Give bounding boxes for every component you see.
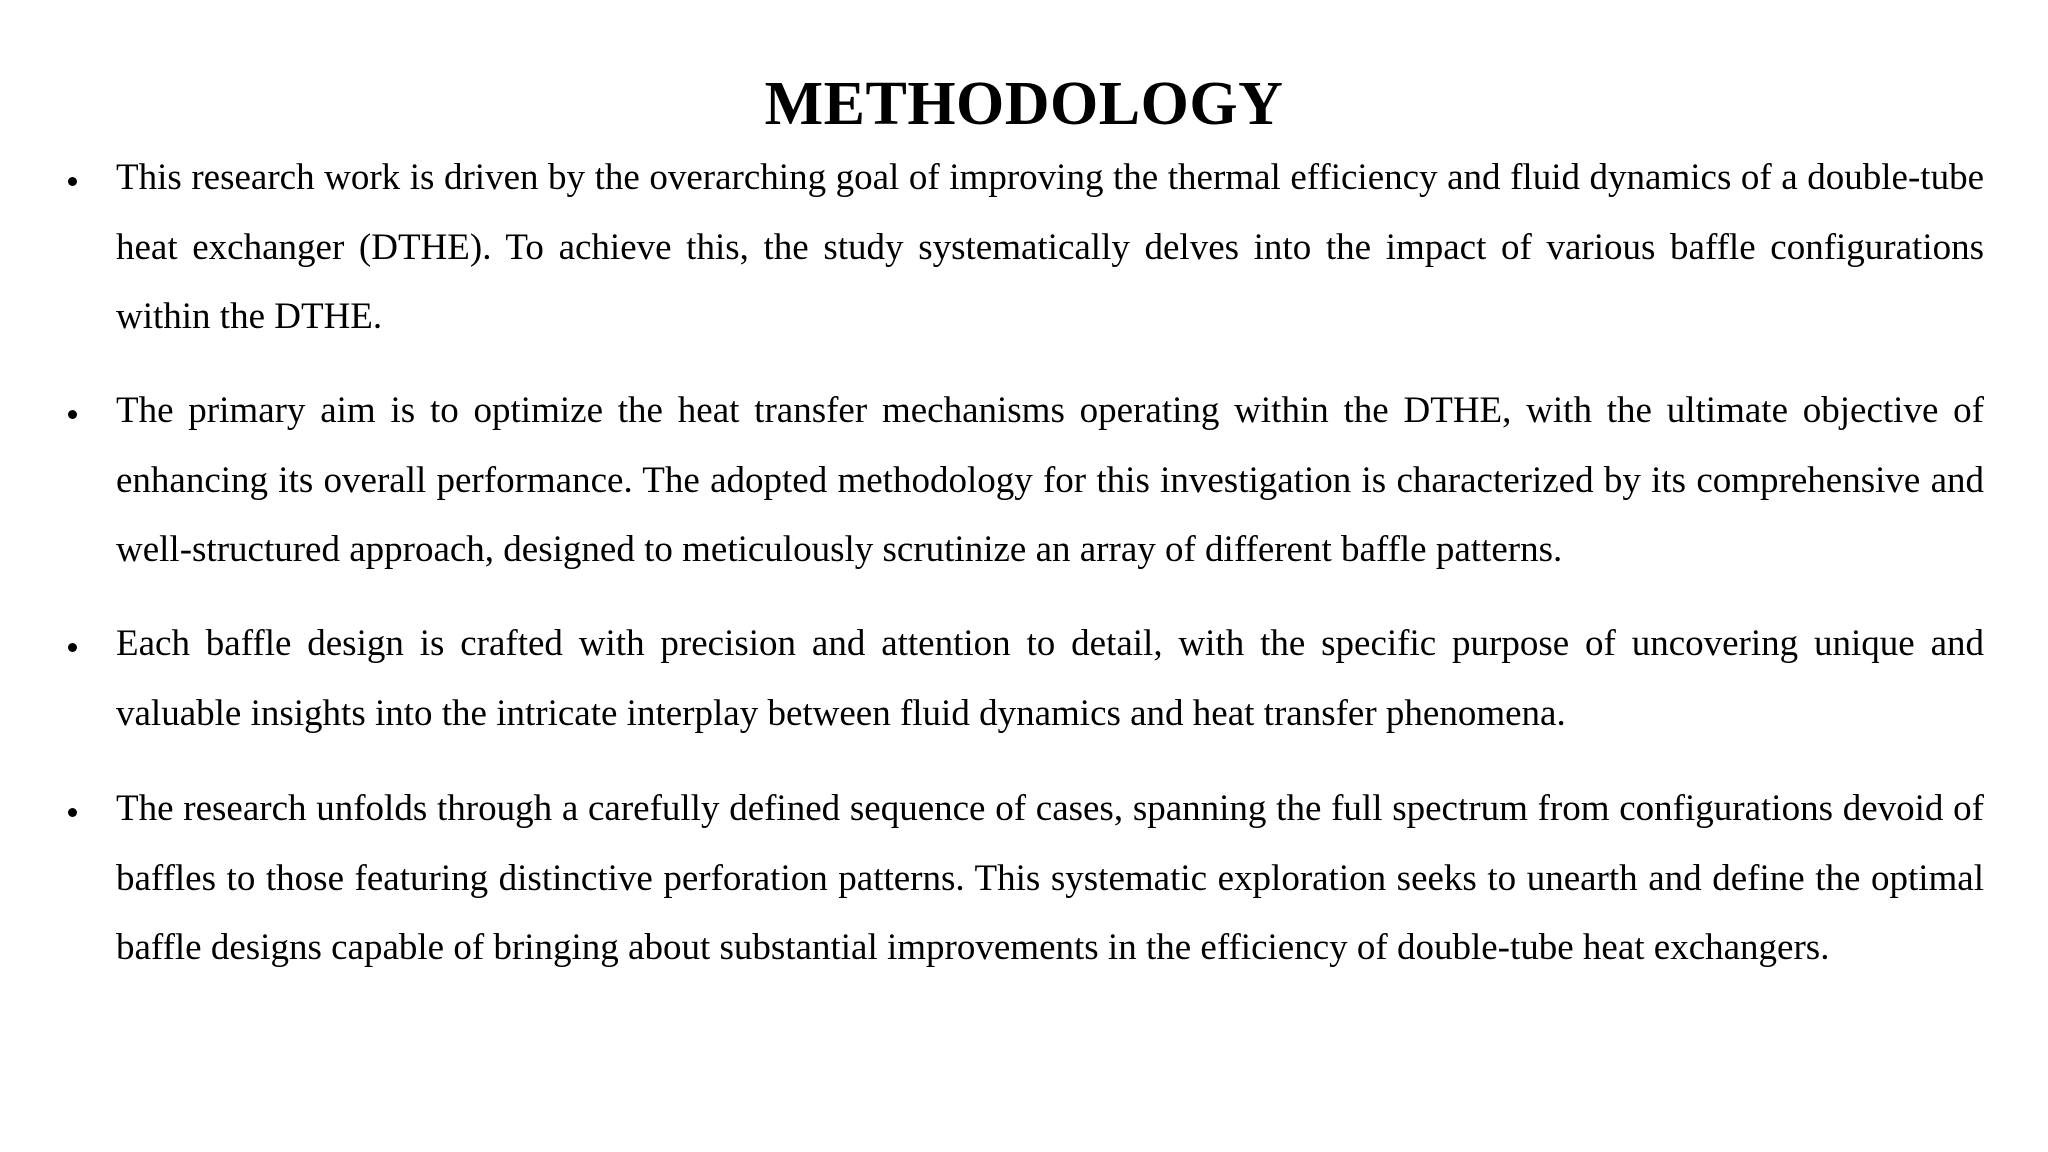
bullet-text: Each baffle design is crafted with precision and attention to detail, with the specific purpose of uncovering unique and valuable insights into the intricate interplay between fluid dynamics and heat transfer phenomena. (116, 623, 1984, 734)
bullet-point-icon (68, 643, 77, 652)
bullet-point-icon (68, 808, 77, 817)
bullet-text: The research unfolds through a carefully defined sequence of cases, spanning the full spectrum from configurations devoid of baffles to those featuring distinctive perforation patterns. This systematic exploration seeks to unearth and define the optimal baffle designs capable of bringing about substantial improvements in the efficiency of double-tube heat exchangers. (116, 788, 1984, 968)
slide-title: METHODOLOGY (764, 70, 1284, 138)
bullet-point-icon (68, 410, 77, 419)
bullet-text: This research work is driven by the overarching goal of improving the thermal efficiency and fluid dynamics of a double-tube heat exchanger (DTHE). To achieve this, the study systematically delves into the impact of various baffle configurations within the DTHE. (116, 157, 1984, 337)
bullet-point-icon (68, 177, 77, 186)
bullet-text: The primary aim is to optimize the heat transfer mechanisms operating within the DTHE, with the ultimate objective of enhancing its overall performance. The adopted methodology for this investigation is characterized by its comprehensive and well-structured approach, designed to meticulously scrutinize an array of different baffle patterns. (116, 390, 1984, 570)
